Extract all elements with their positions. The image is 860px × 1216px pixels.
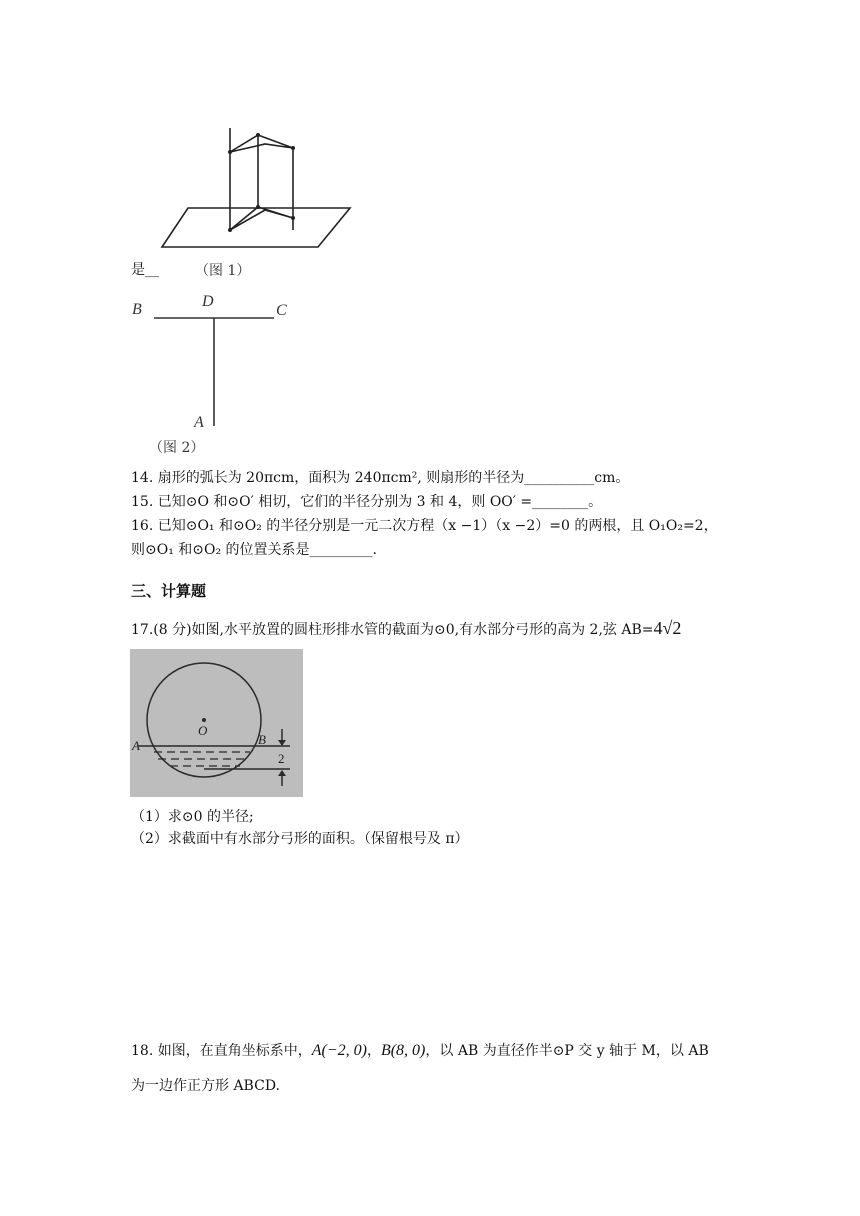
q17-text: (8 分)如图,水平放置的圆柱形排水管的截面为⊙0,有水部分弓形的高为 2,弦 AB= <box>153 622 654 638</box>
plane-shape <box>162 208 350 247</box>
q18-text-suffix: ，以 AB 为直径作半⊙P 交 y 轴于 M，以 AB <box>425 1043 709 1059</box>
question-14 <box>131 468 629 488</box>
q15-text: 已知⊙O 和⊙O′ 相切，它们的半径分别为 3 和 4，则 OO′ =________。 <box>157 494 603 510</box>
q18-text-prefix: 如图，在直角坐标系中， <box>157 1043 312 1059</box>
section-title: 三、计算题 <box>131 582 207 600</box>
q14-number: 14. <box>131 470 154 486</box>
photo-label-a: A <box>132 738 140 753</box>
q14-text: 扇形的弧长为 20πcm，面积为 240πcm², 则扇形的半径为__________cm。 <box>157 470 630 486</box>
point-c-label: C <box>276 302 287 319</box>
point-a-label: A <box>194 414 204 431</box>
question-17 <box>131 618 681 640</box>
q17-sub2: （2）求截面中有水部分弓形的面积。（保留根号及 π） <box>131 831 469 847</box>
question-16 <box>131 516 718 536</box>
fig1-prefix-line <box>131 260 159 280</box>
fig2-label: （图 2） <box>149 440 205 456</box>
photo-label-o: O <box>198 723 208 738</box>
question-15 <box>131 492 602 512</box>
q17-sub1: （1）求⊙0 的半径; <box>131 809 254 825</box>
figure-2-diagram <box>128 290 298 435</box>
photo-label-b: B <box>258 732 266 747</box>
q17-pipe-photo <box>130 649 303 797</box>
photo-label-height: 2 <box>278 751 285 766</box>
q18-separator: ， <box>366 1043 381 1059</box>
figure-1-diagram <box>150 100 370 260</box>
point-b-label: B <box>132 301 142 318</box>
q16-number: 16. <box>131 518 154 534</box>
q18-point-b: B(8, 0) <box>380 1042 426 1059</box>
q15-number: 15. <box>131 494 154 510</box>
fig1-label: （图 1） <box>195 263 251 279</box>
q16-line2: 则⊙O₁ 和⊙O₂ 的位置关系是_________. <box>131 542 377 558</box>
fig1-blank: __ <box>145 262 159 278</box>
q18-number: 18. <box>131 1043 154 1059</box>
q16-line1: 已知⊙O₁ 和⊙O₂ 的半径分别是一元二次方程（x −1）（x −2）=0 的两根，且 O₁O₂=2， <box>157 518 718 534</box>
q18-line2: 为一边作正方形 ABCD. <box>131 1078 280 1094</box>
point-d-label: D <box>202 293 214 310</box>
question-18 <box>131 1041 709 1061</box>
fig1-prefix: 是 <box>131 262 145 278</box>
q17-number: 17. <box>131 622 154 638</box>
q17-formula: 4√2 <box>653 618 682 638</box>
q18-point-a: A(−2, 0) <box>311 1042 367 1059</box>
